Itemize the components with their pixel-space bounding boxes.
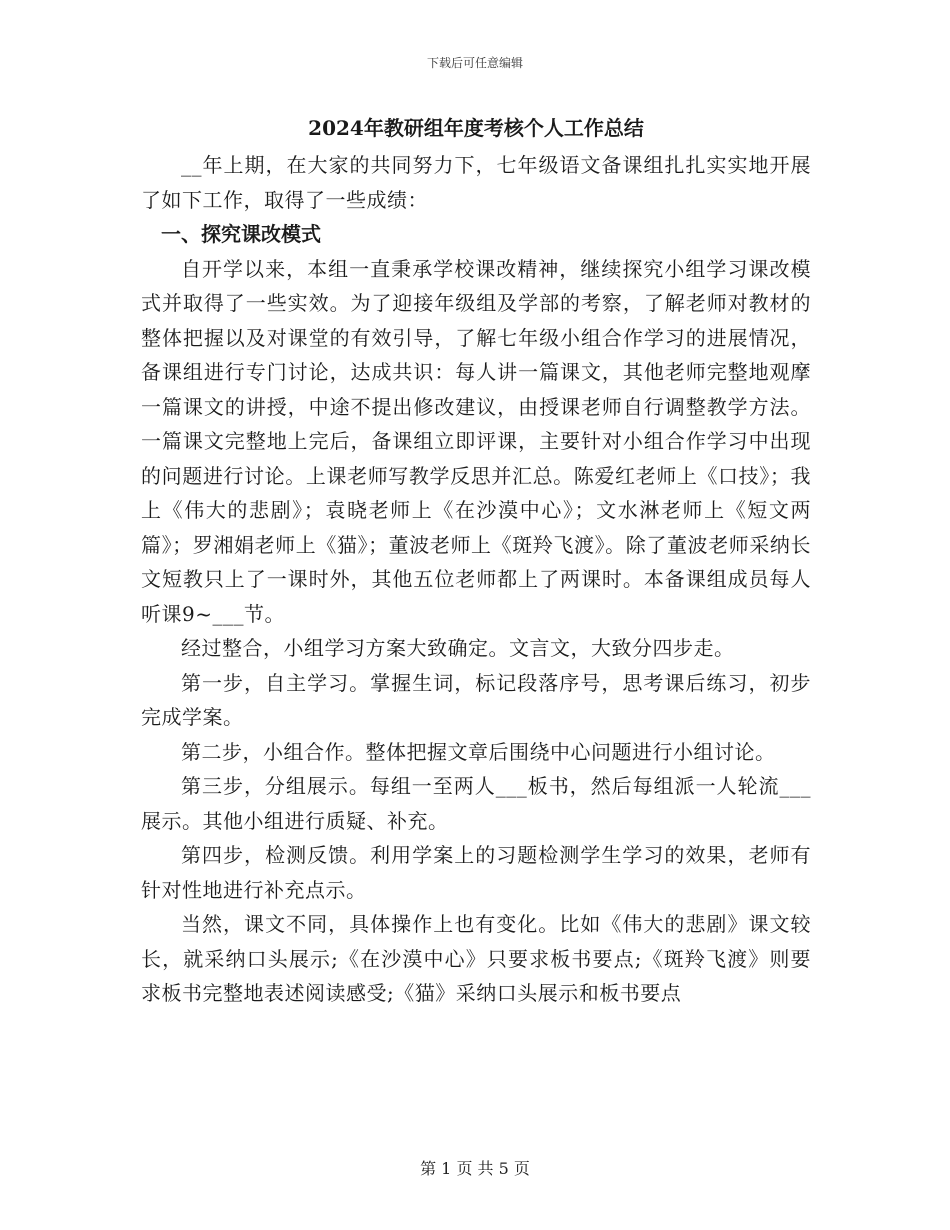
body-paragraph: 第二步，小组合作。整体把握文章后围绕中心问题进行小组讨论。 (181, 739, 776, 764)
body-paragraph: 第一步，自主学习。掌握生词，标记段落序号，思考课后练习，初步完成学案。 (141, 670, 811, 729)
body-paragraph: 第三步，分组展示。每组一至两人___板书，然后每组派一人轮流___展示。其他小组进行质疑、补充。 (141, 774, 811, 833)
document-title: 2024年教研组年度考核个人工作总结 (308, 116, 644, 140)
page-header-note: 下载后可任意编辑 (426, 56, 523, 70)
intro-paragraph: __年上期，在大家的共同努力下，七年级语文备课组扎扎实实地开展了如下工作，取得了一些成绩： (141, 153, 811, 212)
page-number: 第 1 页 共 5 页 (420, 1159, 530, 1178)
document-body (141, 112, 811, 1011)
body-paragraph: 经过整合，小组学习方案大致确定。文言文，大致分四步走。 (181, 636, 735, 660)
body-paragraph: 当然，课文不同，具体操作上也有变化。比如《伟大的悲剧》课文较长，就采纳口头展示;《在沙漠中心》只要求板书要点;《斑羚飞渡》则要求板书完整地表述阅读感受;《猫》采纳口头展示和板书要点 (141, 912, 811, 1005)
section-heading: 一、探究课改模式 (161, 222, 321, 246)
body-paragraph: 自开学以来，本组一直秉承学校课改精神，继续探究小组学习课改模式并取得了一些实效。为了迎接年级组及学部的考察，了解老师对教材的整体把握以及对课堂的有效引导，了解七年级小组合作学习的进展情况，备课组进行专门讨论，达成共识：每人讲一篇课文，其他老师完整地观摩一篇课文的讲授，中途不提出修改建议，由授课老师自行调整教学方法。一篇课文完整地上完后，备课组立即评课，主要针对小组合作学习中出现的问题进行讨论。上课老师写教学反思并汇总。陈爱红老师上《口技》；我上《伟大的悲剧》；袁晓老师上《在沙漠中心》；文水淋老师上《短文两篇》；罗湘娟老师上《猫》；董波老师上《斑羚飞渡》。除了董波老师采纳长文短教只上了一课时外，其他五位老师都上了两课时。本备课组成员每人听课9~___节。 (141, 256, 811, 626)
body-paragraph: 第四步，检测反馈。利用学案上的习题检测学生学习的效果，老师有针对性地进行补充点示。 (141, 843, 811, 902)
